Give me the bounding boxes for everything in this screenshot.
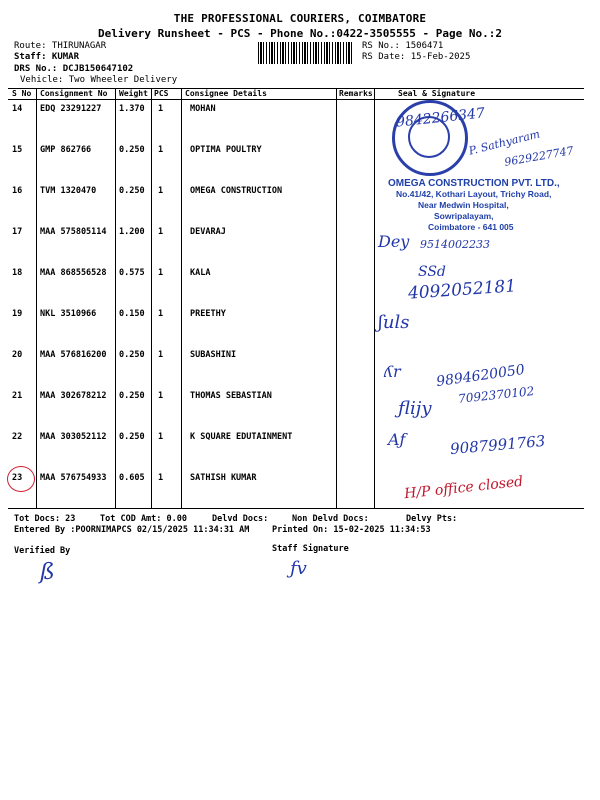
- handwritten-signature: ƒlijy: [398, 398, 432, 419]
- table-header-line: [8, 99, 584, 100]
- handwritten-phone: 9842266347: [395, 105, 486, 131]
- row-weight: 0.605: [119, 473, 145, 483]
- row-consignment-no: MAA 575805114: [40, 227, 107, 237]
- col-header-pcs: PCS: [154, 89, 169, 98]
- row-consignment-no: MAA 868556528: [40, 268, 107, 278]
- row-consignee: OPTIMA POULTRY: [190, 145, 262, 155]
- stamp-line: Near Medwin Hospital,: [418, 200, 509, 210]
- row-weight: 0.250: [119, 391, 145, 401]
- row-pcs: 1: [158, 473, 164, 483]
- row-weight: 0.250: [119, 186, 145, 196]
- row-pcs: 1: [158, 391, 164, 401]
- rs-date: RS Date: 15-Feb-2025: [362, 52, 471, 62]
- row-sno: 16: [12, 186, 23, 196]
- row-pcs: 1: [158, 104, 164, 114]
- row-sno: 17: [12, 227, 23, 237]
- stamp-line: Sowripalayam,: [434, 211, 494, 221]
- col-divider: [374, 88, 375, 508]
- stamp-line: Coimbatore - 641 005: [428, 222, 514, 232]
- handwritten-phone: 4092052181: [407, 276, 517, 304]
- row-consignment-no: NKL 3510966: [40, 309, 97, 319]
- row-sno: 21: [12, 391, 23, 401]
- handwritten-phone: 7092370102: [457, 384, 535, 406]
- row-consignee: K SQUARE EDUTAINMENT: [190, 432, 293, 442]
- row-weight: 0.250: [119, 432, 145, 442]
- runsheet-title: Delivery Runsheet - PCS - Phone No.:0422-3505555 - Page No.:2: [98, 27, 502, 40]
- handwritten-signature: Aƒ: [388, 430, 406, 449]
- stamp-line: No.41/42, Kothari Layout, Trichy Road,: [396, 189, 552, 199]
- col-header-weight: Weight: [119, 89, 148, 98]
- col-divider: [336, 88, 337, 508]
- row-consignment-no: MAA 302678212: [40, 391, 107, 401]
- row-sno: 14: [12, 104, 23, 114]
- drs-number: DRS No.: DCJB150647102: [14, 64, 134, 74]
- row-pcs: 1: [158, 268, 164, 278]
- col-divider: [181, 88, 182, 508]
- stamp-line: OMEGA CONSTRUCTION PVT. LTD.,: [388, 178, 560, 189]
- row-consignment-no: MAA 303052112: [40, 432, 107, 442]
- handwritten-name: P. Sathyaram: [467, 127, 542, 158]
- row-weight: 0.250: [119, 145, 145, 155]
- row-consignee: DEVARAJ: [190, 227, 226, 237]
- row-consignee: SUBASHINI: [190, 350, 237, 360]
- col-header-remarks: Remarks: [339, 89, 373, 98]
- row-consignment-no: MAA 576816200: [40, 350, 107, 360]
- row-sno: 20: [12, 350, 23, 360]
- table-bottom-line: [8, 508, 584, 509]
- staff-signature: ƒv: [290, 558, 307, 579]
- staff-label: Staff: KUMAR: [14, 52, 80, 62]
- row-consignment-no: MAA 576754933: [40, 473, 107, 483]
- col-divider: [151, 88, 152, 508]
- row-consignment-no: EDQ 23291227: [40, 104, 102, 114]
- row-sno: 15: [12, 145, 23, 155]
- handwritten-signature: SSd: [418, 264, 446, 280]
- verifier-signature: ß: [40, 560, 55, 585]
- entered-by: Entered By :POORNIMAPCS 02/15/2025 11:34:31 AM: [14, 525, 250, 535]
- printed-on: Printed On: 15-02-2025 11:34:53: [272, 525, 431, 535]
- row-pcs: 1: [158, 432, 164, 442]
- row-consignee: MOHAN: [190, 104, 216, 114]
- row-sno: 19: [12, 309, 23, 319]
- row-sno: 22: [12, 432, 23, 442]
- handwritten-remark: H/P office closed: [403, 473, 524, 503]
- route-label: Route: THIRUNAGAR: [14, 41, 107, 51]
- total-docs: Tot Docs: 23: [14, 514, 76, 524]
- row-pcs: 1: [158, 145, 164, 155]
- row-weight: 0.150: [119, 309, 145, 319]
- handwritten-signature: ʃuls: [378, 312, 410, 333]
- col-header-sno: S No: [12, 89, 32, 98]
- col-header-seal: Seal & Signature: [398, 89, 476, 98]
- row-pcs: 1: [158, 186, 164, 196]
- row-consignee: SATHISH KUMAR: [190, 473, 257, 483]
- col-divider: [115, 88, 116, 508]
- row-weight: 0.575: [119, 268, 145, 278]
- verified-by-label: Verified By: [14, 546, 71, 556]
- vehicle-label: Vehicle: Two Wheeler Delivery: [20, 75, 178, 85]
- row-pcs: 1: [158, 350, 164, 360]
- company-title: THE PROFESSIONAL COURIERS, COIMBATORE: [173, 12, 427, 25]
- col-header-consignee: Consignee Details: [185, 89, 267, 98]
- handwritten-phone: 9629227747: [503, 144, 575, 169]
- row-consignee: THOMAS SEBASTIAN: [190, 391, 272, 401]
- handwritten-signature: Dey: [378, 232, 410, 251]
- row-consignee: KALA: [190, 268, 211, 278]
- row-pcs: 1: [158, 227, 164, 237]
- col-header-consignment: Consignment No: [40, 89, 108, 98]
- row-consignment-no: GMP 862766: [40, 145, 92, 155]
- row-weight: 1.370: [119, 104, 145, 114]
- col-divider: [36, 88, 37, 508]
- red-circle-mark: [7, 466, 35, 492]
- staff-signature-label: Staff Signature: [272, 544, 349, 554]
- delivered-docs: Delvd Docs:: [212, 514, 269, 524]
- barcode: [258, 42, 354, 64]
- handwritten-phone: 9087991763: [449, 431, 547, 459]
- row-sno: 18: [12, 268, 23, 278]
- row-weight: 0.250: [119, 350, 145, 360]
- row-weight: 1.200: [119, 227, 145, 237]
- handwritten-phone: 9514002233: [420, 238, 490, 251]
- row-sno: 23: [12, 473, 23, 483]
- delivery-points: Delvy Pts:: [406, 514, 458, 524]
- row-consignee: PREETHY: [190, 309, 226, 319]
- rs-number: RS No.: 1506471: [362, 41, 444, 51]
- handwritten-signature: ʎr: [384, 362, 401, 381]
- row-consignment-no: TVM 1320470: [40, 186, 97, 196]
- row-pcs: 1: [158, 309, 164, 319]
- row-consignee: OMEGA CONSTRUCTION: [190, 186, 283, 196]
- handwritten-phone: 9894620050: [435, 361, 526, 391]
- non-delivered-docs: Non Delvd Docs:: [292, 514, 369, 524]
- total-cod: Tot COD Amt: 0.00: [100, 514, 187, 524]
